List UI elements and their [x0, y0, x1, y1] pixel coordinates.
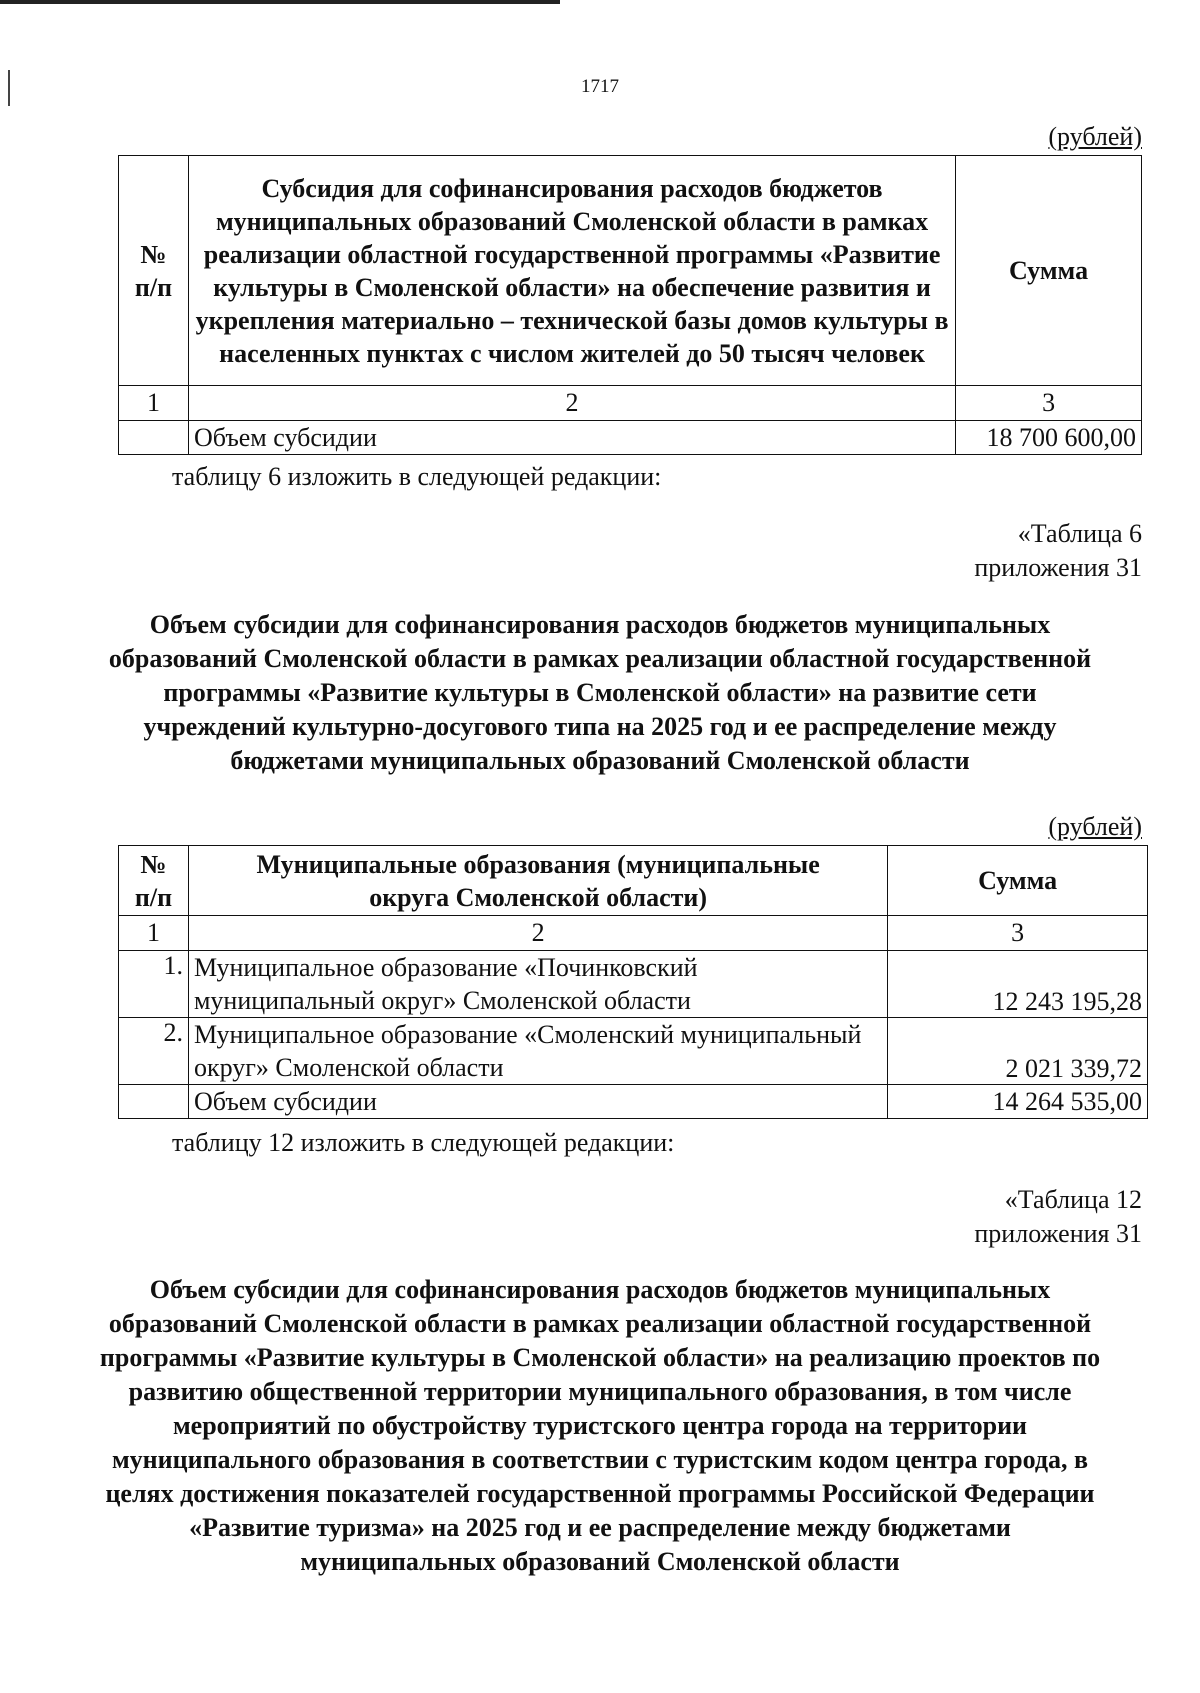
- table6-header-row: [119, 846, 1148, 916]
- table6-column-numbers: [119, 916, 1148, 951]
- scan-artifact-line: [0, 0, 560, 4]
- table5: [118, 155, 1142, 455]
- table6-col-number-2: 2: [188, 916, 887, 951]
- table5-total-row: [119, 421, 1142, 455]
- table6-row2-number: 2.: [119, 1018, 189, 1085]
- table6-row1-sum: 12 243 195,28: [888, 951, 1148, 1018]
- table6-total-row: [119, 1085, 1148, 1119]
- table6-row1-number: 1.: [119, 951, 189, 1018]
- table5-header-row: [119, 156, 1142, 386]
- table12-heading: Объем субсидии для софинансирования расходов бюджетов муниципальных образований Смоленской области в рамках реализации областной государственной программы «Развитие культуры в Смоленской области» на реализацию проектов по развитию общественной территории муниципального образования, в том числе мероприятий по обустройству туристского центра города на территории муниципального образования в соответствии с туристским кодом центра города, в целях достижения показателей государственной программы Российской Федерации «Развитие туризма» на 2025 год и ее распределение между бюджетами муниципальных образований Смоленской области: [99, 1275, 1101, 1576]
- table5-col-number-3: 3: [956, 386, 1142, 421]
- table6-reference: [974, 517, 1142, 585]
- table5-col-number-2: 2: [188, 386, 955, 421]
- table6-row2-sum: 2 021 339,72: [888, 1018, 1148, 1085]
- table12-ref-line1: «Таблица 12: [1004, 1185, 1142, 1214]
- table5-unit: (рублей): [1048, 122, 1142, 151]
- instruction-table12: таблицу 12 изложить в следующей редакции:: [172, 1128, 675, 1157]
- table5-total-label: Объем субсидии: [188, 421, 955, 455]
- table5-sum-header: Сумма: [956, 156, 1142, 386]
- table5-number-header: № п/п: [119, 156, 189, 386]
- table6-sum-header: Сумма: [888, 846, 1148, 916]
- table-row: [119, 1018, 1148, 1085]
- table6-row1-name: Муниципальное образование «Починковский муниципальный округ» Смоленской области: [188, 951, 887, 1018]
- table6-col-number-3: 3: [888, 916, 1148, 951]
- table6: [118, 845, 1148, 1119]
- table5-title-header: Субсидия для софинансирования расходов бюджетов муниципальных образований Смоленской области в рамках реализации областной государственной программы «Развитие культуры в Смоленской области» на обеспечение развития и укрепления материально – технической базы домов культуры в населенных пунктах с числом жителей до 50 тысяч человек: [188, 156, 955, 386]
- table5-column-numbers: [119, 386, 1142, 421]
- table6-row2-name: Муниципальное образование «Смоленский муниципальный округ» Смоленской области: [188, 1018, 887, 1085]
- page-number: 1717: [581, 76, 619, 97]
- table6-total-value: 14 264 535,00: [888, 1085, 1148, 1119]
- instruction-table6: таблицу 6 изложить в следующей редакции:: [172, 462, 662, 491]
- table5-col-number-1: 1: [119, 386, 189, 421]
- table6-title-header: Муниципальные образования (муниципальные округа Смоленской области): [188, 846, 887, 916]
- table12-reference: [974, 1183, 1142, 1251]
- table6-ref-line1: «Таблица 6: [1017, 519, 1142, 548]
- table-row: [119, 951, 1148, 1018]
- table6-number-header: № п/п: [119, 846, 189, 916]
- table6-total-label: Объем субсидии: [188, 1085, 887, 1119]
- table6-heading: Объем субсидии для софинансирования расходов бюджетов муниципальных образований Смоленской области в рамках реализации областной государственной программы «Развитие культуры в Смоленской области» на развитие сети учреждений культурно-досугового типа на 2025 год и ее распределение между бюджетами муниципальных образований Смоленской области: [108, 610, 1092, 775]
- table6-ref-line2: приложения 31: [974, 553, 1142, 582]
- table5-total-value: 18 700 600,00: [956, 421, 1142, 455]
- table6-unit: (рублей): [1048, 812, 1142, 841]
- table12-ref-line2: приложения 31: [974, 1219, 1142, 1248]
- table6-col-number-1: 1: [119, 916, 189, 951]
